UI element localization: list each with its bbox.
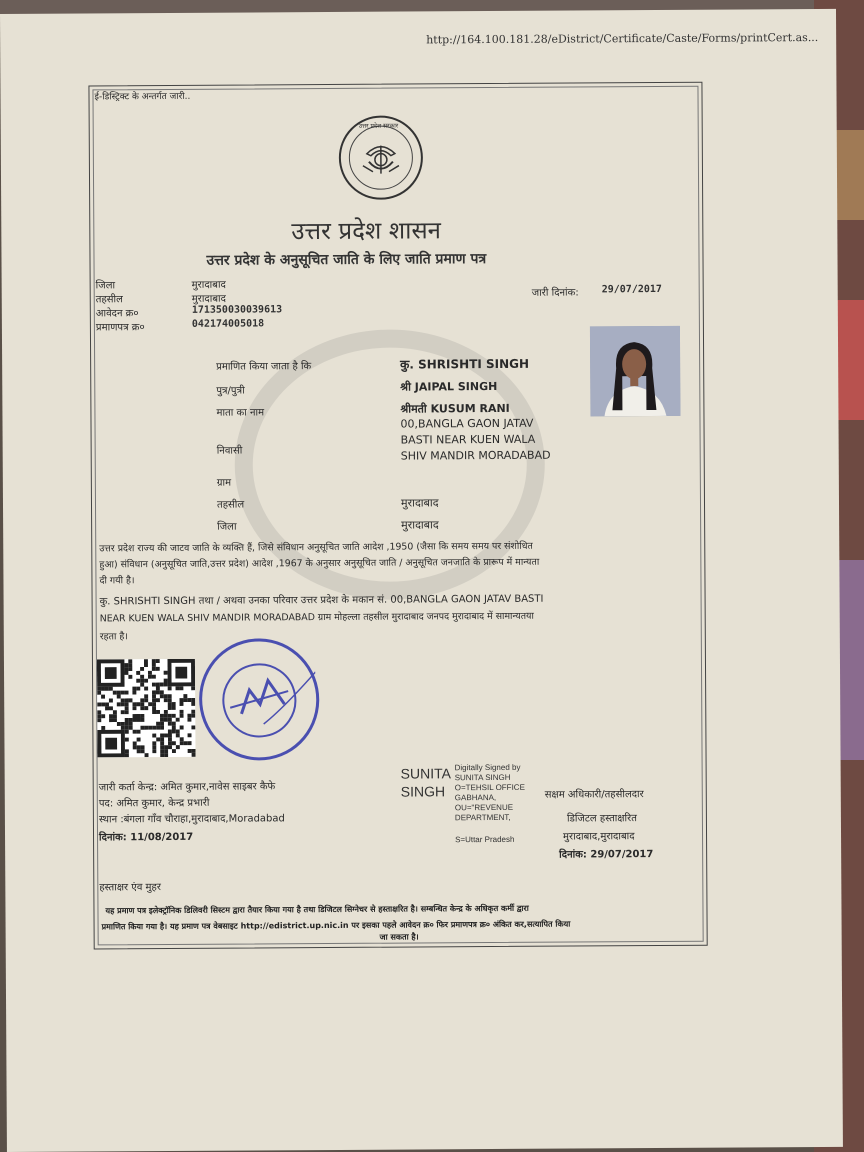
qr-code-icon — [97, 659, 196, 758]
field-value: मुरादाबाद — [191, 293, 226, 305]
field-label: तहसील — [95, 294, 123, 306]
signature-detail: Digitally Signed by — [454, 762, 521, 773]
background-cloth — [834, 130, 864, 220]
body-line: कु. SHRISHTI SINGH तथा / अथवा उनका परिवार उत्तर प्रदेश के मकान सं. 00,BANGLA GAON JATAV BASTI — [99, 593, 544, 608]
signature-detail: GABHANA, — [454, 792, 497, 803]
emblem-text: उत्तर प्रदेश सरकार — [358, 122, 399, 130]
signature-detail: SUNITA SINGH — [454, 772, 511, 783]
issue-date: 29/07/2017 — [601, 283, 662, 296]
body-line: NEAR KUEN WALA SHIV MANDIR MORADABAD ग्राम मोहल्ला तहसील मुरादाबाद जनपद मुरादाबाद में सामान्यतया — [99, 610, 534, 625]
father-name: श्री JAIPAL SINGH — [400, 379, 498, 394]
certificate-number: 042174005018 — [191, 318, 265, 330]
application-number: 171350030039613 — [191, 304, 283, 316]
relation-label: पुत्र/पुत्री — [216, 385, 245, 397]
district-label: जिला — [217, 521, 237, 533]
signature-detail: O=TEHSIL OFFICE — [454, 782, 525, 793]
field-value: मुरादाबाद — [191, 279, 226, 291]
signature-detail: DEPARTMENT, — [454, 812, 511, 823]
applicant-photo — [590, 326, 681, 417]
body-line: दी गयी है। — [99, 575, 135, 587]
signer-name: SINGH — [400, 783, 446, 800]
certificate-paper — [0, 9, 843, 1152]
gov-title: उत्तर प्रदेश शासन — [291, 216, 442, 246]
issuer-date: दिनांक: 11/08/2017 — [99, 831, 194, 844]
print-url: http://164.100.181.28/eDistrict/Certificate/Caste/Forms/printCert.as... — [426, 31, 819, 47]
signer-name: SUNITA — [400, 765, 452, 782]
issue-date-label: जारी दिनांक: — [531, 287, 579, 299]
authority-date: दिनांक: 29/07/2017 — [559, 849, 654, 861]
field-label: जिला — [95, 280, 116, 292]
issuer-line: पद: अमित कुमार, केन्द्र प्रभारी — [98, 797, 210, 810]
district-value: मुरादाबाद — [401, 518, 439, 532]
authority-line: डिजिटल हस्ताक्षरित — [566, 813, 637, 825]
sign-seal-label: हस्ताक्षर एंव मुहर — [99, 882, 161, 894]
body-line: हुआ) संविधान (अनुसूचित जाति,उत्तर प्रदेश) आदेश ,1967 के अनुसार अनुसूचित जाति / अनुसूचित जनजाति के प्रारूप में मान्यता — [99, 556, 540, 571]
address-line: BASTI NEAR KUEN WALA — [400, 432, 536, 447]
authority-line: मुरादाबाद,मुरादाबाद — [563, 831, 635, 843]
footer-line: जा सकता है। — [379, 932, 419, 942]
issuer-line: जारी कर्ता केन्द्र: अमित कुमार,नावेस साइबर कैफे — [98, 781, 276, 794]
resident-label: निवासी — [216, 445, 243, 457]
certify-label: प्रमाणित किया जाता है कि — [216, 361, 312, 373]
footer-line: प्रमाणित किया गया है। यह प्रमाण पत्र वेबसाइट http://edistrict.up.nic.in पर इसका पहले आवेदन क्र० फिर प्रमाणपत्र क्र० अंकित कर,सत्यापित किया — [101, 919, 571, 932]
header-note: ई-डिस्ट्रिक्ट के अन्तर्गत जारी.. — [94, 91, 191, 103]
village-label: ग्राम — [216, 477, 232, 489]
tehsil-value: मुरादाबाद — [400, 496, 439, 510]
field-label: आवेदन क्र० — [95, 308, 139, 320]
field-label: प्रमाणपत्र क्र० — [95, 322, 145, 334]
signature-detail: OU="REVENUE — [454, 802, 514, 813]
address-line: 00,BANGLA GAON JATAV — [400, 416, 534, 431]
issuer-line: स्थान :बंगला गाँव चौराहा,मुरादाबाद,Moradabad — [98, 813, 285, 826]
seal-stamp-icon — [189, 629, 329, 771]
authority-line: सक्षम अधिकारी/तहसीलदार — [544, 789, 644, 801]
signature-detail: S=Uttar Pradesh — [455, 834, 515, 845]
body-line: रहता है। — [99, 631, 128, 643]
footer-line: यह प्रमाण पत्र इलेक्ट्रॉनिक डिलिवरी सिस्टम द्वारा तैयार किया गया है तथा डिजिटल सिग्नेचर से हस्ताक्षरित है। सम्बन्धित केन्द्र के अधिकृत कर्मी द्वारा — [105, 903, 529, 916]
cert-title: उत्तर प्रदेश के अनुसूचित जाति के लिए जाति प्रमाण पत्र — [206, 251, 487, 269]
mother-label: माता का नाम — [216, 407, 265, 419]
body-line: उत्तर प्रदेश राज्य की जाटव जाति के व्यक्ति हैं, जिसे संविधान अनुसूचित जाति आदेश ,1950 (जैसा कि समय समय पर संशोधित — [99, 540, 533, 555]
address-line: SHIV MANDIR MORADABAD — [400, 448, 551, 463]
applicant-name: कु. SHRISHTI SINGH — [400, 356, 530, 372]
mother-name: श्रीमती KUSUM RANI — [400, 401, 510, 416]
tehsil-label: तहसील — [216, 499, 245, 511]
